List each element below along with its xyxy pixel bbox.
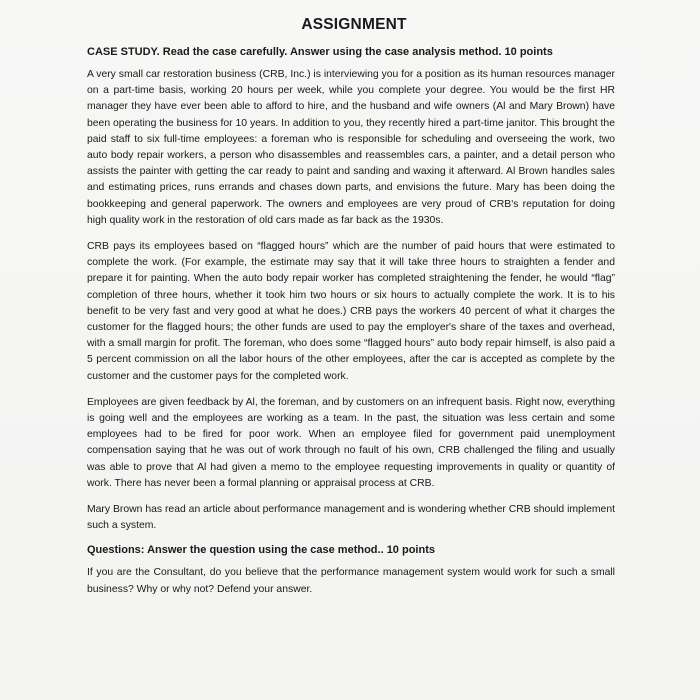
paragraph-feedback: Employees are given feedback by Al, the foreman, and by customers on an infrequent basis. Right now, everything is going well and the employees are working as a team. In the past, the situation was less certain and some employees had to be fired for poor work. When an employee filed for government paid unemployment compensation saying that he was out of work through no fault of his own, CRB challenged the filing and usually was able to prove that Al had given a memo to the employee requesting improvements in quality or quantity of work. There has never been a formal planning or appraisal process at CRB. — [87, 396, 615, 489]
paragraph-flagged-hours: CRB pays its employees based on “flagged hours” which are the number of paid hours that were estimated to complete the work. (For example, the estimate may say that it will take three hours to straighten a fender and prepare it for painting. When the auto body repair worker has completed straightening the fender, he would “flag” completion of three hours, whether it took him two hours or six hours to actually complete the work. It is to his benefit to be very fast and very good at what he does.) CRB pays the workers 40 percent of what it charges the customer for the flagged hours; the other funds are used to pay the employer's share of the taxes and overhead, with a small margin for profit. The foreman, who does some “flagged hours” auto body repair himself, is also paid a 5 percent commission on all the labor hours of the other employees, after the car is accepted as complete by the customer and the customer pays for the completed work. — [87, 241, 615, 382]
case-study-heading: CASE STUDY. Read the case carefully. Answer using the case analysis method. 10 points — [87, 46, 553, 58]
paragraph-mary-brown: Mary Brown has read an article about performance management and is wondering whether CRB should implement such a system. — [87, 504, 615, 532]
question-text: If you are the Consultant, do you believe that the performance management system would work for such a small business? Why or why not? Defend your answer. — [87, 567, 615, 595]
paragraph-intro: A very small car restoration business (CRB, Inc.) is interviewing you for a position as its human resources manager on a part-time basis, working 20 hours per week, while you complete your degree. You would be the first HR manager they have ever been able to afford to hire, and the husband and wife owners (Al and Mary Brown) have been operating the business for 10 years. In addition to you, they recently hired a part-time janitor. This brought the paid staff to six full-time employees: a foreman who is responsible for scheduling and overseeing the work, two auto body repair workers, a person who disassembles and reassembles cars, a painter, and a detail person who assists the painter with getting the car ready to paint and sanding and waxing it afterward. Al Brown handles sales and estimating prices, runs errands and chases down parts, and envisions the future. Mary has been doing the bookkeeping and general paperwork. The owners and employees are very proud of CRB's reputation for doing high quality work in the restoration of old cars made as far back as the 1930s. — [87, 69, 615, 226]
questions-heading: Questions: Answer the question using the case method.. 10 points — [87, 544, 435, 557]
document-content — [87, 16, 615, 608]
page-title: ASSIGNMENT — [301, 16, 407, 33]
